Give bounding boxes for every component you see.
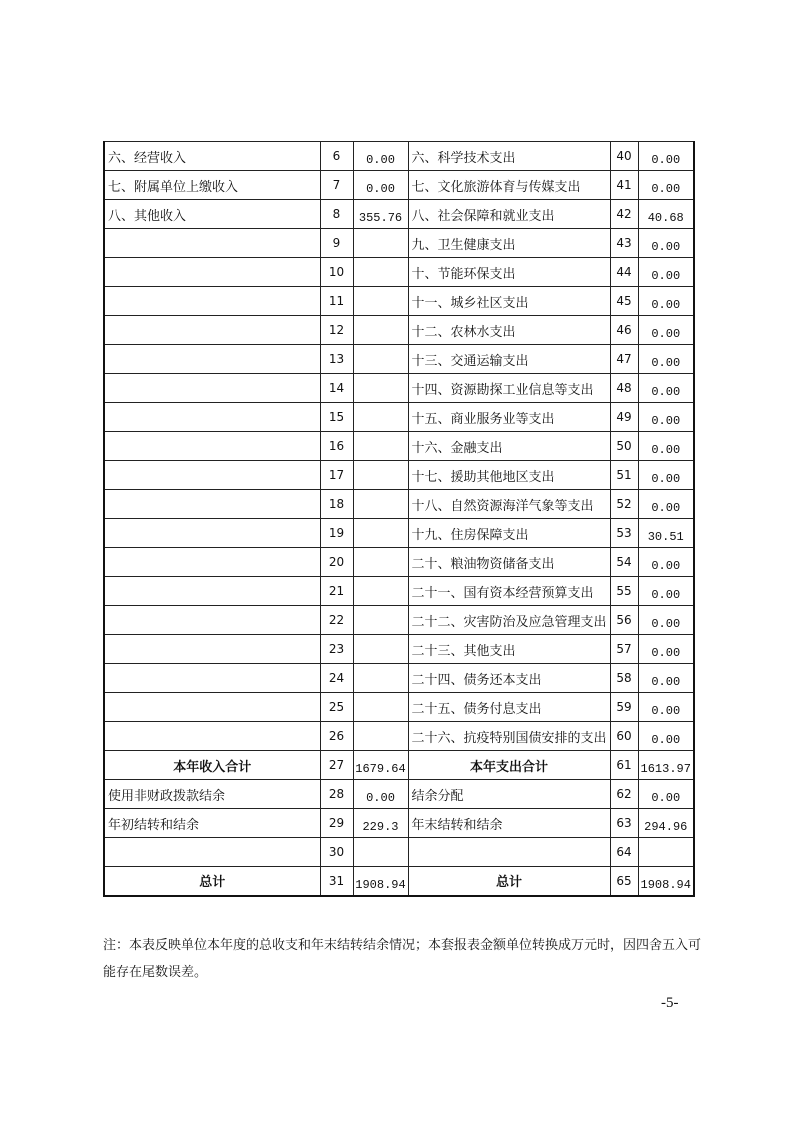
expense-amount: 0.00 [638,287,694,316]
income-line-number: 30 [320,838,353,867]
income-item-cell [104,258,320,287]
income-item-cell [104,345,320,374]
income-line-number: 26 [320,722,353,751]
expense-item-cell: 十九、住房保障支出 [408,519,610,548]
table-row [104,548,694,577]
income-line-number: 14 [320,374,353,403]
income-line-number: 7 [320,171,353,200]
income-item-cell [104,316,320,345]
income-amount: 0.00 [353,142,408,171]
expense-line-number: 59 [610,693,638,722]
expense-line-number: 40 [610,142,638,171]
table-row [104,693,694,722]
expense-amount: 0.00 [638,461,694,490]
table-row [104,780,694,809]
table-row [104,432,694,461]
expense-line-number: 51 [610,461,638,490]
table-summary-row [104,751,694,780]
expense-amount: 0.00 [638,490,694,519]
expense-amount: 1613.97 [638,751,694,780]
income-amount [353,432,408,461]
income-amount: 1679.64 [353,751,408,780]
income-amount [353,838,408,867]
table-row [104,229,694,258]
expense-line-number: 61 [610,751,638,780]
table-row [104,200,694,229]
expense-line-number: 60 [610,722,638,751]
expense-item-cell [408,838,610,867]
income-item-cell: 六、经营收入 [104,142,320,171]
income-line-number: 11 [320,287,353,316]
expense-amount: 0.00 [638,780,694,809]
income-line-number: 17 [320,461,353,490]
expense-line-number: 57 [610,635,638,664]
expense-line-number: 58 [610,664,638,693]
table-row [104,606,694,635]
income-line-number: 16 [320,432,353,461]
expense-item-cell: 十二、农林水支出 [408,316,610,345]
expense-amount: 0.00 [638,171,694,200]
expense-item-cell: 二十五、债务付息支出 [408,693,610,722]
income-amount: 229.3 [353,809,408,838]
income-line-number: 20 [320,548,353,577]
table-summary-row [104,867,694,896]
expense-item-cell: 二十六、抗疫特别国债安排的支出 [408,722,610,751]
expense-line-number: 49 [610,403,638,432]
table-row [104,461,694,490]
table-row [104,403,694,432]
income-item-cell: 本年收入合计 [104,751,320,780]
income-amount [353,693,408,722]
expense-line-number: 63 [610,809,638,838]
income-line-number: 15 [320,403,353,432]
expense-line-number: 56 [610,606,638,635]
expense-amount: 0.00 [638,635,694,664]
expense-amount: 0.00 [638,258,694,287]
expense-amount: 294.96 [638,809,694,838]
income-item-cell [104,548,320,577]
income-item-cell [104,461,320,490]
expense-item-cell: 本年支出合计 [408,751,610,780]
income-line-number: 29 [320,809,353,838]
income-amount [353,664,408,693]
expense-line-number: 47 [610,345,638,374]
expense-amount: 0.00 [638,693,694,722]
expense-item-cell: 十四、资源勘探工业信息等支出 [408,374,610,403]
income-amount [353,548,408,577]
expense-amount: 0.00 [638,432,694,461]
expense-item-cell: 十三、交通运输支出 [408,345,610,374]
income-item-cell [104,838,320,867]
income-item-cell: 七、附属单位上缴收入 [104,171,320,200]
income-amount: 355.76 [353,200,408,229]
income-line-number: 18 [320,490,353,519]
income-item-cell [104,403,320,432]
table-row [104,664,694,693]
expense-amount: 1908.94 [638,867,694,896]
page-number: -5- [661,995,679,1011]
income-item-cell [104,635,320,664]
income-amount [353,577,408,606]
expense-line-number: 52 [610,490,638,519]
income-amount [353,287,408,316]
income-line-number: 31 [320,867,353,896]
expense-amount: 0.00 [638,606,694,635]
income-amount [353,635,408,664]
expense-item-cell: 十七、援助其他地区支出 [408,461,610,490]
expense-item-cell: 十、节能环保支出 [408,258,610,287]
income-item-cell [104,722,320,751]
expense-item-cell: 六、科学技术支出 [408,142,610,171]
expense-line-number: 46 [610,316,638,345]
income-amount [353,490,408,519]
income-item-cell [104,693,320,722]
expense-line-number: 62 [610,780,638,809]
expense-amount: 0.00 [638,548,694,577]
expense-line-number: 65 [610,867,638,896]
table-row [104,258,694,287]
income-line-number: 28 [320,780,353,809]
income-line-number: 24 [320,664,353,693]
income-line-number: 12 [320,316,353,345]
expense-amount: 0.00 [638,664,694,693]
income-amount: 0.00 [353,780,408,809]
income-amount: 0.00 [353,171,408,200]
expense-amount [638,838,694,867]
income-line-number: 25 [320,693,353,722]
table-row [104,490,694,519]
income-line-number: 6 [320,142,353,171]
income-amount [353,316,408,345]
expense-item-cell: 总计 [408,867,610,896]
table-row [104,809,694,838]
income-item-cell [104,374,320,403]
expense-item-cell: 十一、城乡社区支出 [408,287,610,316]
income-item-cell [104,519,320,548]
expense-line-number: 64 [610,838,638,867]
table-row [104,287,694,316]
income-line-number: 27 [320,751,353,780]
income-amount [353,461,408,490]
expense-line-number: 42 [610,200,638,229]
income-item-cell [104,490,320,519]
table-row [104,345,694,374]
expense-amount: 0.00 [638,577,694,606]
income-amount [353,374,408,403]
income-amount [353,403,408,432]
income-item-cell [104,577,320,606]
income-line-number: 19 [320,519,353,548]
expense-amount: 0.00 [638,142,694,171]
expense-line-number: 41 [610,171,638,200]
income-amount [353,519,408,548]
expense-item-cell: 十五、商业服务业等支出 [408,403,610,432]
income-amount [353,606,408,635]
income-expense-table [103,141,695,897]
expense-line-number: 53 [610,519,638,548]
income-amount: 1908.94 [353,867,408,896]
table-row [104,838,694,867]
income-amount [353,258,408,287]
table-row [104,635,694,664]
income-item-cell [104,606,320,635]
income-amount [353,229,408,258]
income-item-cell: 使用非财政拨款结余 [104,780,320,809]
expense-item-cell: 二十三、其他支出 [408,635,610,664]
expense-line-number: 48 [610,374,638,403]
income-amount [353,345,408,374]
income-line-number: 10 [320,258,353,287]
expense-item-cell: 结余分配 [408,780,610,809]
expense-item-cell: 二十四、债务还本支出 [408,664,610,693]
expense-item-cell: 十八、自然资源海洋气象等支出 [408,490,610,519]
expense-amount: 0.00 [638,345,694,374]
income-amount [353,722,408,751]
table-row [104,722,694,751]
table-row [104,171,694,200]
expense-line-number: 45 [610,287,638,316]
expense-line-number: 44 [610,258,638,287]
income-item-cell [104,432,320,461]
expense-amount: 0.00 [638,403,694,432]
expense-amount: 0.00 [638,374,694,403]
table-row [104,142,694,171]
income-item-cell: 总计 [104,867,320,896]
expense-line-number: 50 [610,432,638,461]
expense-item-cell: 二十一、国有资本经营预算支出 [408,577,610,606]
expense-item-cell: 年末结转和结余 [408,809,610,838]
expense-line-number: 55 [610,577,638,606]
income-line-number: 8 [320,200,353,229]
expense-amount: 0.00 [638,722,694,751]
income-item-cell: 年初结转和结余 [104,809,320,838]
income-line-number: 23 [320,635,353,664]
table-row [104,316,694,345]
table-row [104,519,694,548]
expense-item-cell: 十六、金融支出 [408,432,610,461]
expense-item-cell: 八、社会保障和就业支出 [408,200,610,229]
expense-item-cell: 九、卫生健康支出 [408,229,610,258]
expense-amount: 30.51 [638,519,694,548]
income-line-number: 9 [320,229,353,258]
income-item-cell: 八、其他收入 [104,200,320,229]
expense-amount: 0.00 [638,229,694,258]
expense-amount: 0.00 [638,316,694,345]
income-line-number: 22 [320,606,353,635]
income-line-number: 21 [320,577,353,606]
expense-line-number: 54 [610,548,638,577]
expense-amount: 40.68 [638,200,694,229]
table-row [104,577,694,606]
expense-item-cell: 二十、粮油物资储备支出 [408,548,610,577]
expense-item-cell: 二十二、灾害防治及应急管理支出 [408,606,610,635]
income-item-cell [104,287,320,316]
income-line-number: 13 [320,345,353,374]
income-item-cell [104,664,320,693]
table-row [104,374,694,403]
expense-item-cell: 七、文化旅游体育与传媒支出 [408,171,610,200]
expense-line-number: 43 [610,229,638,258]
income-item-cell [104,229,320,258]
table-footnote: 注：本表反映单位本年度的总收支和年末结转结余情况；本套报表金额单位转换成万元时，因四舍五入可能存在尾数误差。 [103,938,702,980]
